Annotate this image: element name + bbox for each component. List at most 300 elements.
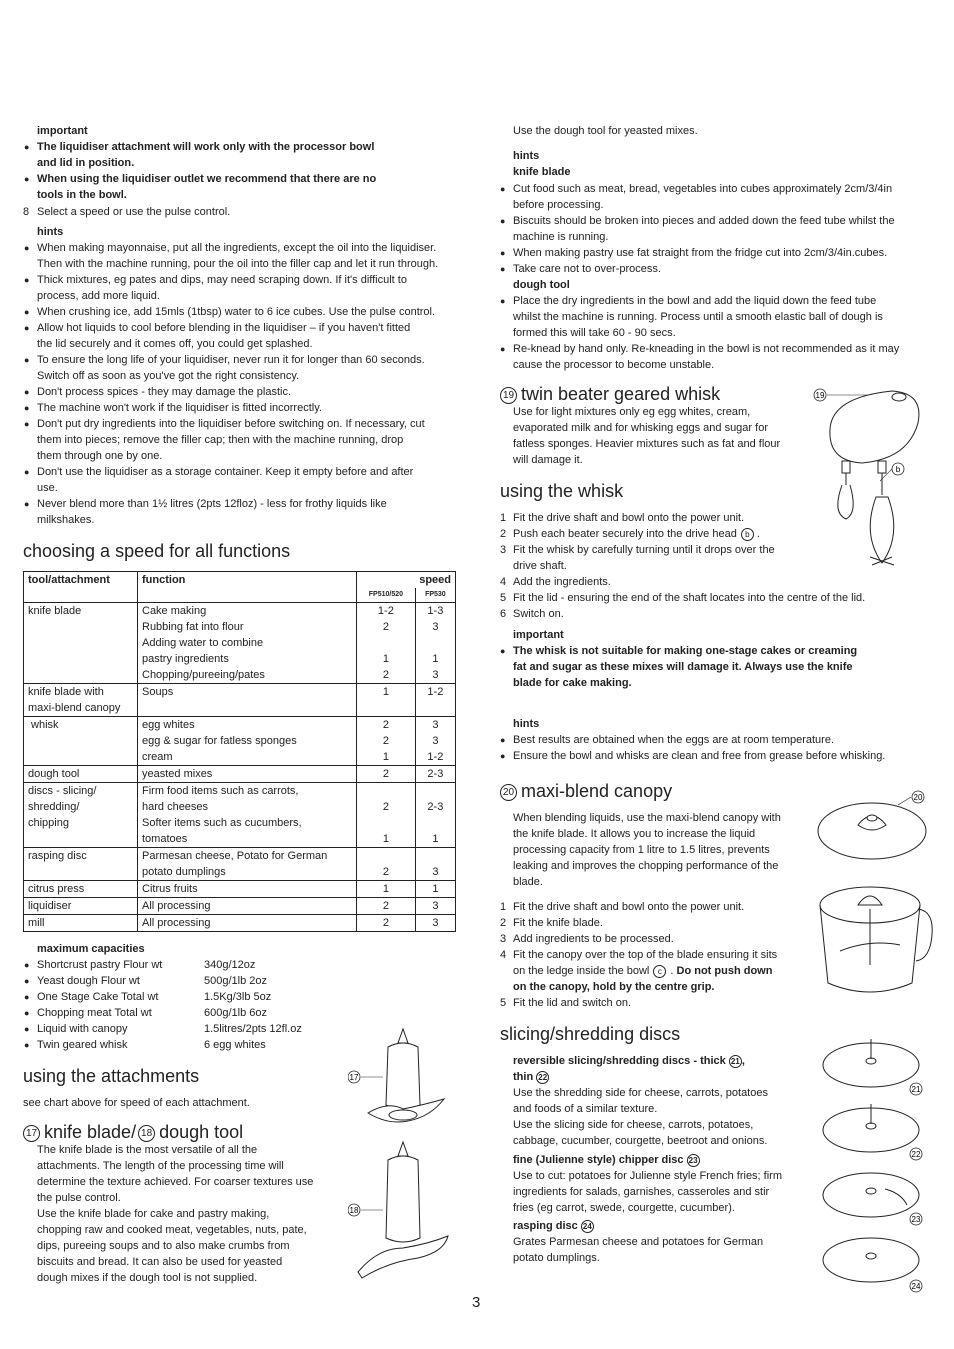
table-cell [415,881,455,898]
step-text: Fit the lid - ensuring the end of the shaft locates into the centre of the lid. [513,592,866,604]
cell-line: 3 [432,735,439,747]
cell-line: All processing [142,900,211,912]
cell-line [28,619,133,635]
fig-label: b [895,465,901,474]
cell-line [361,848,411,864]
cell-line: 1-2 [427,686,444,698]
important-line: and lid in position. [37,157,135,169]
using-whisk-heading: using the whisk [500,481,624,501]
step-number: 5 [500,997,507,1009]
cell-line [420,635,451,651]
attachments-text: see chart above for speed of each attachment. [23,1097,250,1109]
disc-text-line: and foods of a similar texture. [513,1103,658,1115]
table-cell [415,603,455,684]
cell-line: 1 [382,686,389,698]
table-cell [357,881,416,898]
hint-line: Thick mixtures, eg pates and dips, may need scraping down. If it's difficult to [37,274,407,286]
cell-line: 1 [432,653,439,665]
table-cell [415,783,455,848]
reversible-disc-thick-illustration [815,1035,935,1097]
cell-line: 1 [382,751,389,763]
knife-text-line: the pulse control. [37,1192,121,1204]
whisk-illustration [812,385,932,585]
chipper-disc-label: fine (Julienne style) chipper disc 23 [513,1152,700,1168]
disc-text-line: ingredients for salads, garnishes, casseroles and stir [513,1186,770,1198]
cell-line: 1-3 [427,605,444,617]
bullet: ● [24,403,30,413]
cell-line [361,700,411,716]
disc-text-line: potato dumplings. [513,1252,600,1264]
table-cell [415,915,455,932]
table-cell [415,848,455,881]
bullet: ● [500,248,506,258]
cell-line: 3 [432,621,439,633]
cell-line [142,700,352,716]
fig-label: 18 [349,1206,359,1215]
knife-text-line: attachments. The length of the processing time will [37,1160,284,1172]
cell-line: 3 [432,719,439,731]
table-cell [138,898,357,915]
cell-line: 3 [432,866,439,878]
canopy-illustration [810,785,935,875]
canopy-text-line: blade. [513,876,543,888]
table-cell [24,898,138,915]
important-line: The whisk is not suitable for making one-stage cakes or creaming [513,645,858,657]
table-row [24,783,456,848]
hint-line: them through one by one. [37,450,163,462]
dough-intro: Use the dough tool for yeasted mixes. [513,125,698,137]
ref-number: 23 [687,1154,700,1167]
bullet: ● [500,184,506,194]
cell-line: potato dumplings [142,866,226,878]
bullet: ● [24,323,30,333]
bullet: ● [24,419,30,429]
cell-line: chipping [28,817,69,829]
cell-line: Chopping/pureeing/pates [142,669,265,681]
table-cell [24,684,138,717]
knife-heading-a: knife blade/ [44,1122,137,1142]
cell-line: 1 [382,653,389,665]
cell-line: egg & sugar for fatless sponges [142,735,297,747]
cell-line: discs - slicing/ [28,785,97,797]
table-row [24,898,456,915]
table-cell [357,783,416,848]
bullet: ● [24,976,30,986]
cell-line: dough tool [28,768,80,780]
knife-text-line: biscuits and bread. It can also be used for yeasted [37,1256,283,1268]
bullet: ● [24,467,30,477]
dough-tool-illustration [348,1140,458,1280]
hint-line: To ensure the long life of your liquidiser, never run it for longer than 60 seconds. [37,354,425,366]
table-cell [24,915,138,932]
hint-line: Never blend more than 1½ litres (2pts 12floz) - less for frothy liquids like [37,498,387,510]
bullet: ● [500,264,506,274]
bullet: ● [24,307,30,317]
table-cell [357,684,416,717]
cell-line: 2 [382,900,389,912]
capacity-item: Twin geared whisk [37,1039,128,1051]
knife-hint-line: Biscuits should be broken into pieces and added down the feed tube whilst the [513,215,895,227]
bullet: ● [500,216,506,226]
fig-label: 22 [911,1150,921,1159]
cell-line: yeasted mixes [142,768,213,780]
capacity-value: 6 egg whites [204,1039,266,1051]
hints-label: hints [513,718,540,730]
cell-line: 2 [382,719,389,731]
table-row [24,881,456,898]
table-cell [138,881,357,898]
cell-line: Cake making [142,605,207,617]
bullet: ● [24,1008,30,1018]
fig-label: 19 [815,391,825,400]
knife-hint-line: machine is running. [513,231,609,243]
bullet: ● [24,1024,30,1034]
cell-line: egg whites [142,719,195,731]
hint-line: Switch off as soon as you've got the right consistency. [37,370,300,382]
cell-line: 2 [382,621,389,633]
capacity-value: 1.5Kg/3lb 5oz [204,991,272,1003]
ref-number: 22 [536,1071,549,1084]
cell-line: 2 [382,735,389,747]
disc-text-line: Use to cut: potatoes for Julienne style French fries; firm [513,1170,783,1182]
table-cell [24,881,138,898]
table-cell [138,783,357,848]
disc-text-line: cabbage, cucumber, courgette, beetroot and onions. [513,1135,768,1147]
cell-line: 2-3 [427,768,444,780]
whisk-heading: 19 twin beater geared whisk [500,383,720,405]
step-text: Fit the canopy over the top of the blade ensuring it sits [513,949,778,961]
disc-text-line: Use the slicing side for cheese, carrots, potatoes, [513,1119,754,1131]
table-cell [357,766,416,783]
rasping-disc-illustration [815,1230,935,1294]
cell-line: shredding/ [28,801,80,813]
bowl-illustration [810,875,935,1005]
knife-hint-line: Take care not to over-process. [513,263,661,275]
step-number: 1 [500,512,507,524]
cell-line [361,815,411,831]
bullet: ● [500,646,506,656]
important-line: The liquidiser attachment will work only with the processor bowl [37,141,375,153]
reversible-disc-label: reversible slicing/shredding discs - thick 21 , [513,1055,745,1067]
cell-line: mill [28,917,45,929]
knife-hint-line: before processing. [513,199,604,211]
canopy-text-line: processing capacity from 1 litre to 1.5 litres, prevents [513,844,770,856]
cell-line: tomatoes [142,833,188,845]
table-cell [24,783,138,848]
capacity-value: 600g/1lb 6oz [204,1007,267,1019]
table-row [24,848,456,881]
speed-heading: choosing a speed for all functions [23,541,291,561]
cell-line: 2 [382,917,389,929]
bullet: ● [500,751,506,761]
knife-hint-line: When making pastry use fat straight from the fridge cut into 2cm/3/4in.cubes. [513,247,888,259]
table-header: speed [357,572,456,589]
step-text: Push each beater securely into the drive head b . [513,528,760,540]
table-cell [357,848,416,881]
step-text: drive shaft. [513,560,567,572]
speed-table [23,571,456,932]
step-text: on the canopy, hold by the centre grip. [513,981,715,993]
capacity-item: Shortcrust pastry Flour wt [37,959,163,971]
cell-line: 2 [382,801,389,813]
bullet: ● [500,735,506,745]
hint-line: process, add more liquid. [37,290,160,302]
capacity-value: 1.5litres/2pts 12fl.oz [204,1023,302,1035]
table-row [24,915,456,932]
cell-line [420,815,451,831]
hint-line: Allow hot liquids to cool before blending in the liquidiser – if you haven't fitted [37,322,411,334]
table-cell [138,915,357,932]
bullet: ● [24,243,30,253]
capacity-value: 500g/1lb 2oz [204,975,267,987]
table-cell [24,603,138,684]
bullet: ● [24,499,30,509]
step-number: 2 [500,528,507,540]
hint-line: Don't use the liquidiser as a storage container. Keep it empty before and after [37,466,414,478]
cell-line: 3 [432,669,439,681]
max-capacities-label: maximum capacities [37,943,145,955]
cell-line: maxi-blend canopy [28,702,121,714]
table-cell [138,684,357,717]
ref-number: 24 [581,1220,594,1233]
fig-label: 20 [913,793,923,802]
important-label: important [513,629,564,641]
cell-line: Rubbing fat into flour [142,621,244,633]
ref-letter: c [653,965,666,978]
hint-line: Then with the machine running, pour the oil into the filler cap and let it run through. [37,258,439,270]
cell-line [420,700,451,716]
thin-label: thin 22 [513,1069,549,1085]
cell-line: 1 [432,883,439,895]
bullet: ● [24,387,30,397]
hint-line: Don't process spices - they may damage the plastic. [37,386,291,398]
disc-text-line: fries (eg carrot, swede, courgette, cucumber). [513,1202,735,1214]
cell-line [28,831,133,847]
canopy-text-line: leaking and improves the chopping performance of the [513,860,779,872]
cell-line: whisk [28,719,59,731]
cell-line: 2-3 [427,801,444,813]
step-number: 6 [500,608,507,620]
cell-line: cream [142,751,173,763]
fig-label: 24 [911,1282,921,1291]
cell-line [420,848,451,864]
table-subheader: FP530 [415,588,455,603]
hint-line: When making mayonnaise, put all the ingredients, except the oil into the liquidiser. [37,242,437,254]
step-text: Fit the lid and switch on. [513,997,632,1009]
table-row [24,766,456,783]
cell-line: 1 [382,883,389,895]
knife-text-line: determine the texture achieved. For coarser textures use [37,1176,314,1188]
chipper-disc-illustration [815,1165,935,1227]
whisk-text-line: Use for light mixtures only eg egg whites, cream, [513,406,751,418]
bullet: ● [24,275,30,285]
hint-line: milkshakes. [37,514,95,526]
step-number: 8 [23,206,30,218]
important-line: tools in the bowl. [37,189,127,201]
dough-hint-line: Place the dry ingredients in the bowl and add the liquid down the feed tube [513,295,877,307]
important-label: important [37,125,88,137]
cell-line: All processing [142,917,211,929]
step-text: Add the ingredients. [513,576,611,588]
cell-line [361,635,411,651]
table-cell [138,766,357,783]
reversible-disc-thin-illustration [815,1100,935,1162]
cell-line [28,864,133,880]
canopy-text-line: the knife blade. It allows you to increase the liquid [513,828,756,840]
hint-line: Ensure the bowl and whisks are clean and free from grease before whisking. [513,750,886,762]
step-text: Switch on. [513,608,564,620]
capacity-item: Liquid with canopy [37,1023,128,1035]
knife-heading [23,1121,243,1143]
ref-number: 20 [500,784,517,801]
canopy-heading: 20 maxi-blend canopy [500,780,672,802]
hint-line: the lid securely and it comes off, you could get splashed. [37,338,313,350]
cell-line [28,733,133,749]
dough-hint-line: formed this will take 60 - 90 secs. [513,327,676,339]
cell-line: knife blade with [28,686,104,698]
step-number: 1 [500,901,507,913]
bullet: ● [24,355,30,365]
ref-number: 17 [23,1125,40,1142]
hint-line: them into pieces; remove the filler cap; then with the machine running, drop [37,434,404,446]
attachments-heading: using the attachments [23,1066,200,1086]
disc-text-line: Grates Parmesan cheese and potatoes for German [513,1236,764,1248]
cell-line [361,783,411,799]
bullet: ● [500,344,506,354]
table-cell [24,717,138,766]
cell-line: 2 [382,669,389,681]
table-row [24,717,456,766]
step-number: 3 [500,933,507,945]
table-cell [24,848,138,881]
table-row [24,684,456,717]
table-cell [357,898,416,915]
step-text: Fit the drive shaft and bowl onto the power unit. [513,901,745,913]
hint-line: Best results are obtained when the eggs are at room temperature. [513,734,835,746]
table-cell [415,717,455,766]
cell-line: Adding water to combine [142,637,264,649]
step-number: 4 [500,949,507,961]
cell-line: 2 [382,866,389,878]
capacity-item: Chopping meat Total wt [37,1007,152,1019]
dough-hint-line: cause the processor to become unstable. [513,359,715,371]
table-cell [415,766,455,783]
page-number: 3 [472,1294,481,1311]
cell-line: 1-2 [427,751,444,763]
dough-hint-line: Re-knead by hand only. Re-kneading in the bowl is not recommended as it may [513,343,900,355]
knife-hint-line: Cut food such as meat, bread, vegetables into cubes approximately 2cm/3/4in [513,183,893,195]
cell-line [28,651,133,667]
cell-line [28,667,133,683]
important-line: When using the liquidiser outlet we recommend that there are no [37,173,377,185]
hint-line: Don't put dry ingredients into the liquidiser before switching on. If necessary, cut [37,418,425,430]
capacity-value: 340g/12oz [204,959,256,971]
cell-line: Parmesan cheese, Potato for German [142,850,328,862]
hint-line: When crushing ice, add 15mls (1tbsp) water to 6 ice cubes. Use the pulse control. [37,306,436,318]
cell-line: hard cheeses [142,801,209,813]
whisk-text-line: will damage it. [513,454,583,466]
fig-label: 23 [911,1215,921,1224]
step-text: Select a speed or use the pulse control. [37,206,231,218]
cell-line: 1-2 [377,605,394,617]
capacity-item: One Stage Cake Total wt [37,991,159,1003]
fig-label: 17 [349,1073,359,1082]
table-cell [138,603,357,684]
capacity-item: Yeast dough Flour wt [37,975,140,987]
cell-line: 2 [382,768,389,780]
whisk-text-line: fatless sponges. Heavier mixtures such as fat and flour [513,438,781,450]
cell-line: Soups [142,686,174,698]
disc-text-line: Use the shredding side for cheese, carrots, potatoes [513,1087,768,1099]
table-cell [357,915,416,932]
cell-line: knife blade [28,605,82,617]
cell-line: pastry ingredients [142,653,229,665]
bullet: ● [24,992,30,1002]
important-line: blade for cake making. [513,677,632,689]
cell-line: 1 [382,833,389,845]
step-text: Add ingredients to be processed. [513,933,674,945]
cell-line: citrus press [28,883,85,895]
table-row [24,603,456,684]
ref-letter: b [741,528,754,541]
step-number: 2 [500,917,507,929]
bullet: ● [24,1040,30,1050]
cell-line: 3 [432,900,439,912]
ref-number: 18 [138,1125,155,1142]
step-text: Fit the whisk by carefully turning until it drops over the [513,544,775,556]
step-number: 4 [500,576,507,588]
cell-line [28,635,133,651]
knife-text-line: dough mixes if the dough tool is not supplied. [37,1272,258,1284]
table-cell [138,848,357,881]
cell-line: 3 [432,917,439,929]
step-number: 3 [500,544,507,556]
knife-text-line: The knife blade is the most versatile of all the [37,1144,258,1156]
ref-number: 21 [729,1055,742,1068]
hints-label: hints [37,226,64,238]
table-header: function [138,572,357,603]
canopy-text-line: When blending liquids, use the maxi-blend canopy with [513,812,781,824]
knife-blade-illustration [348,1025,458,1135]
cell-line: liquidiser [28,900,72,912]
cell-line [28,749,133,765]
discs-heading: slicing/shredding discs [500,1024,681,1044]
bullet: ● [24,142,30,152]
table-header: tool/attachment [24,572,138,603]
knife-heading-b: dough tool [159,1122,244,1142]
whisk-text-line: evaporated milk and for whisking eggs and sugar for [513,422,768,434]
cell-line: Citrus fruits [142,883,198,895]
rasping-disc-label: rasping disc 24 [513,1218,594,1234]
bullet: ● [24,960,30,970]
table-cell [357,603,416,684]
cell-line: Softer items such as cucumbers, [142,817,302,829]
ref-number: 19 [500,387,517,404]
step-text: Fit the drive shaft and bowl onto the power unit. [513,512,745,524]
fig-label: 21 [911,1085,921,1094]
cell-line: Firm food items such as carrots, [142,785,299,797]
dough-tool-label: dough tool [513,279,570,291]
table-subheader: FP510/520 [357,588,416,603]
important-line: fat and sugar as these mixes will damage it. Always use the knife [513,661,853,673]
step-number: 5 [500,592,507,604]
step-text: Fit the knife blade. [513,917,603,929]
hint-line: The machine won't work if the liquidiser is fitted incorrectly. [37,402,322,414]
table-cell [415,684,455,717]
table-cell [357,717,416,766]
bullet: ● [24,174,30,184]
step-text: on the ledge inside the bowl c . Do not push down [513,965,773,977]
